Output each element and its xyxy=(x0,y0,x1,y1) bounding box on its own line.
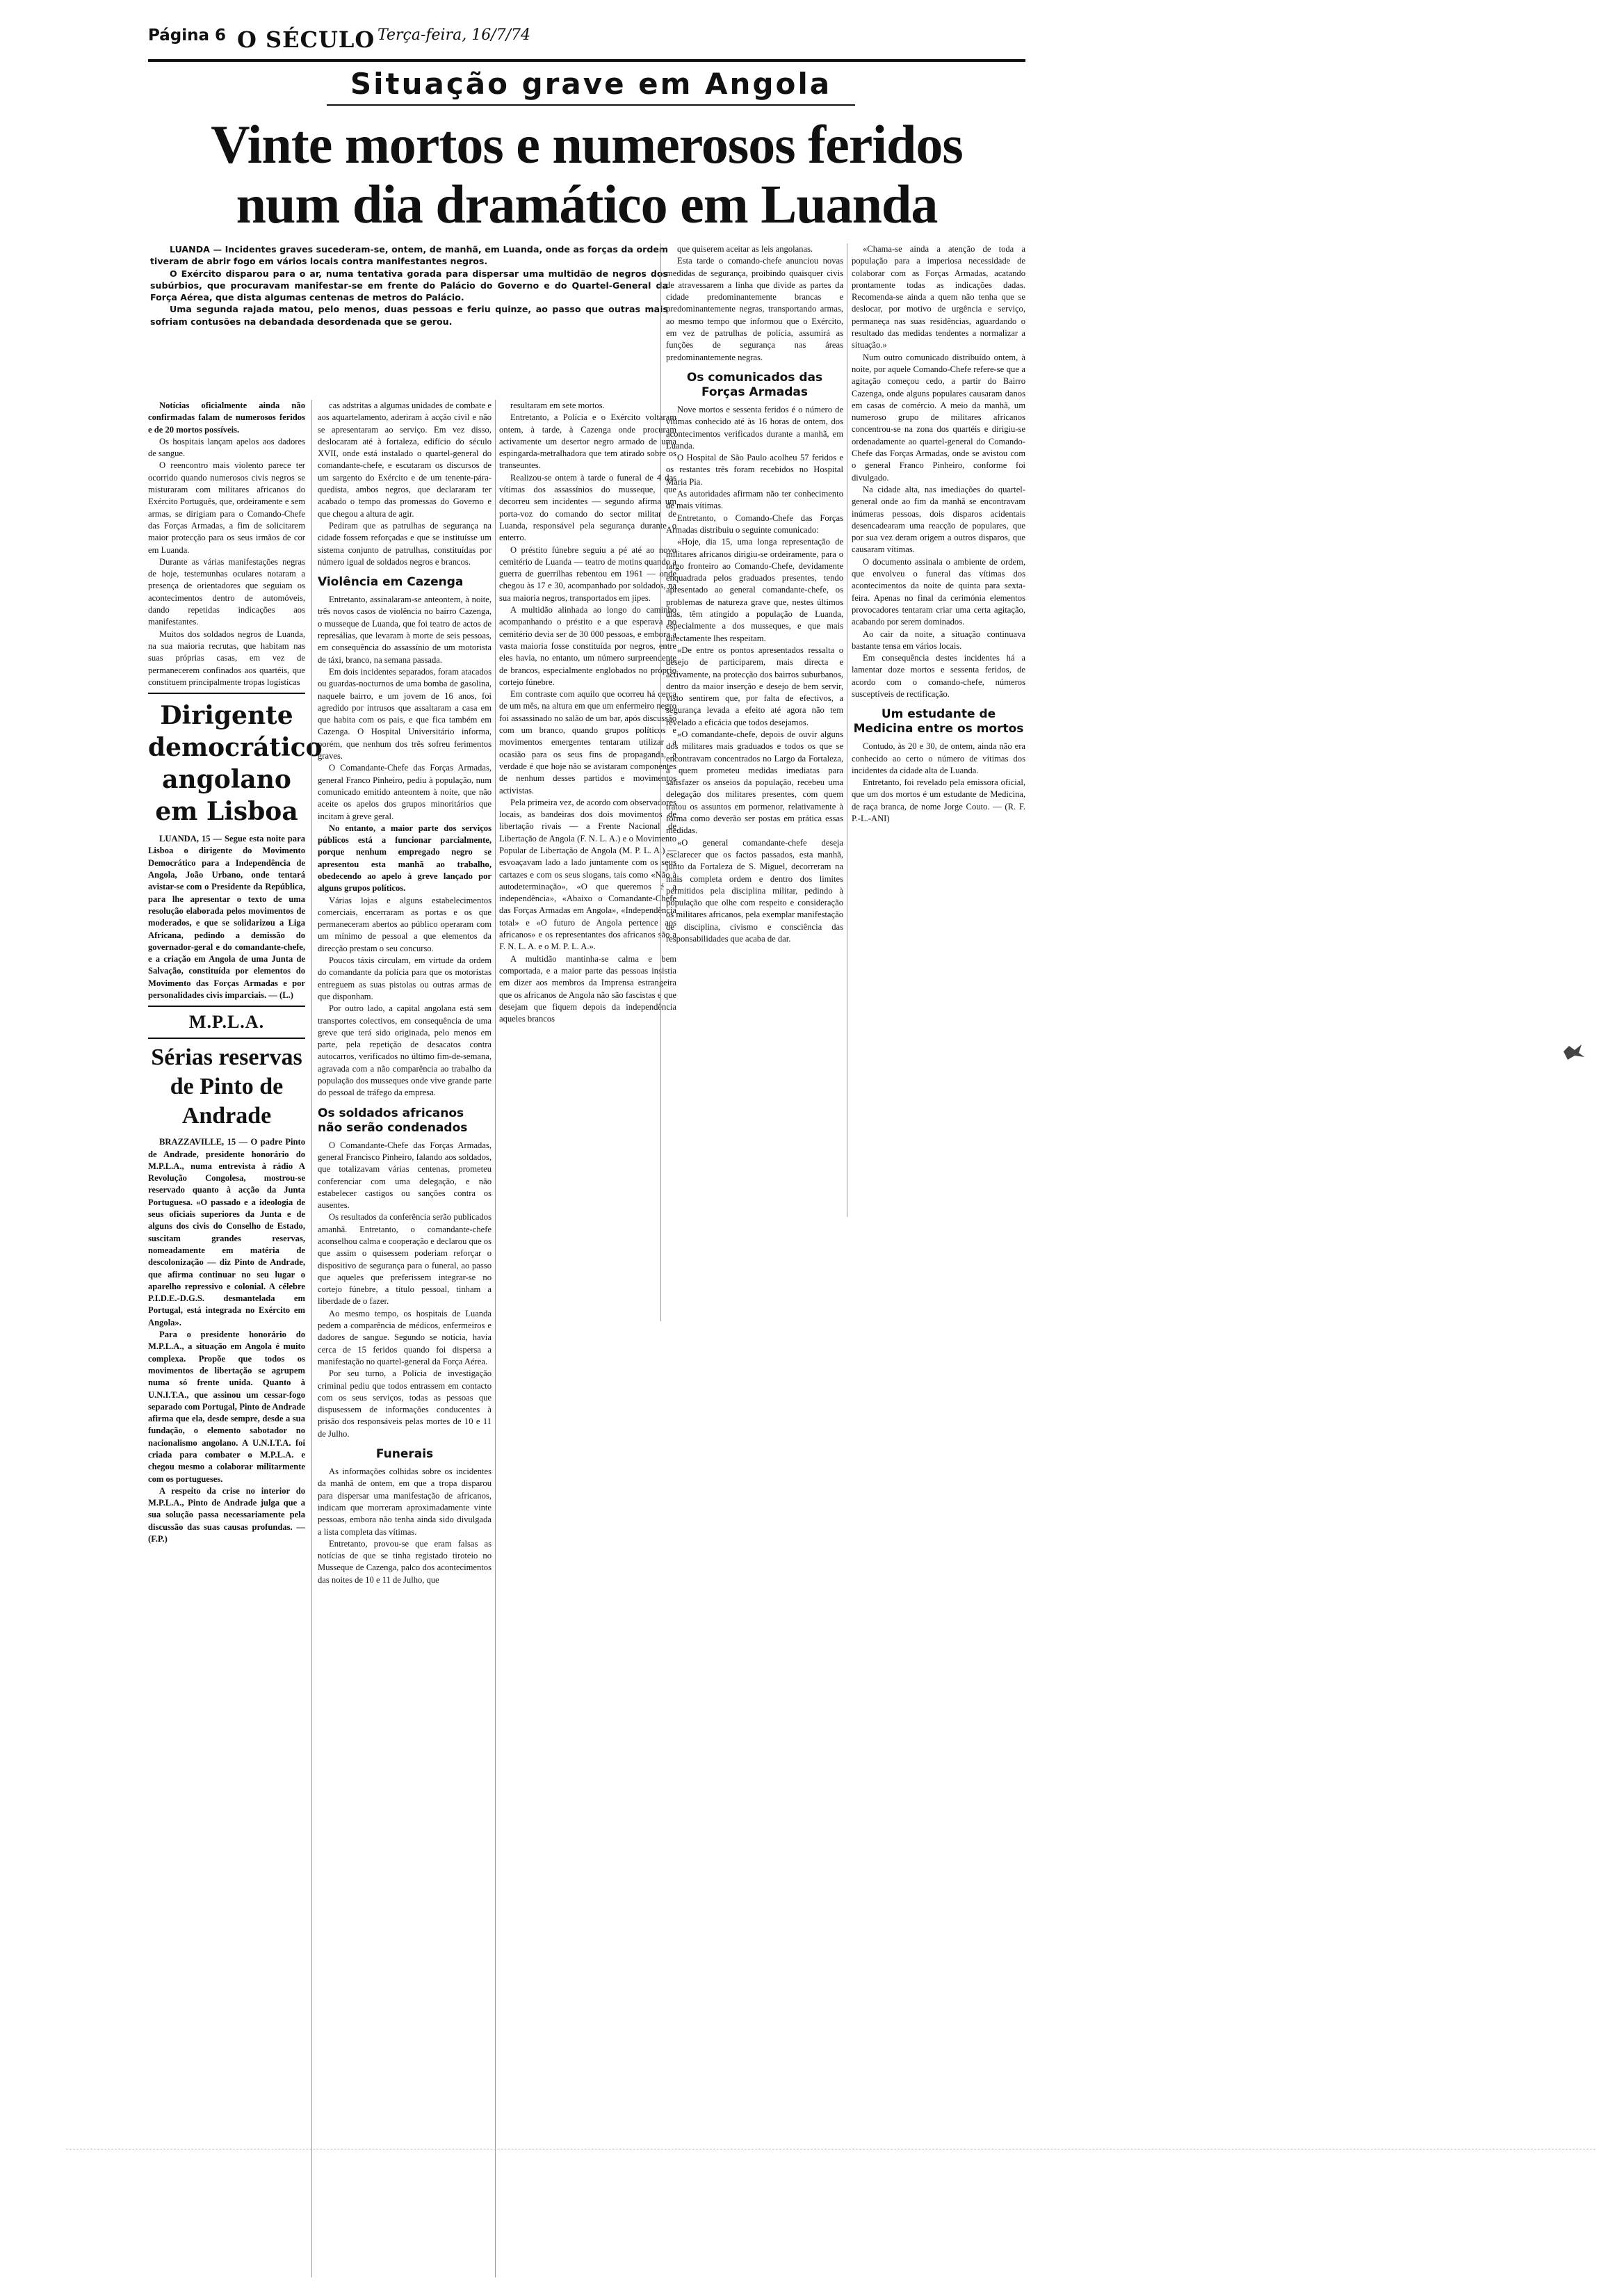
newspaper-name: O SÉCULO xyxy=(237,26,375,53)
body-paragraph: O Comandante-Chefe das Forças Armadas, general Franco Pinheiro, pediu à população, num comunicado emitido anteontem à noite, que não aceite os apelos dos grupos minoritários que incitam à greve geral. xyxy=(318,763,492,821)
body-paragraph: «O comandante-chefe, depois de ouvir alguns dos militares mais graduados e todos os que se encontravam concentrados no Largo da Fortaleza, a quem prometeu medidas imediatas para satisfazer os anseios da população, recebeu uma delegação dos militares presentes, com quem tratou os assuntos em pormenor, relativamente à forma como deverão ser postas em prática essas medidas. xyxy=(666,729,843,836)
masthead-rule xyxy=(148,59,1025,62)
sidebar-headline: Dirigente democrático angolano em Lisboa xyxy=(148,701,323,827)
body-paragraph: A multidão alinhada ao longo do caminho acompanhando o préstito e a que esperava no cemitério devia ser de 30 000 pessoas, e embora a vasta maioria fosse constituída por negros, entre eles havia, no entanto, um número surpreendente de brancos, especialmente englobados no próprio cortejo fúnebre. xyxy=(499,605,676,687)
body-paragraph: «De entre os pontos apresentados ressalta o desejo de participarem, mais directa e activamente, na protecção dos bairros suburbanos, dentro da maior inserção e desejo de bem servir, visto sentirem que, por falta de efectivos, a segurança levada a efeito até agora não tem revelado a eficácia que todos desejamos. xyxy=(666,645,843,727)
divider xyxy=(148,1006,305,1007)
column-4 xyxy=(666,243,843,945)
column-1 xyxy=(148,400,323,1545)
page-number: Página 6 xyxy=(148,26,227,45)
issue-date: Terça-feira, 16/7/74 xyxy=(377,26,530,44)
body-paragraph: «Hoje, dia 15, uma longa representação de militares africanos dirigiu-se ordeiramente, para o largo fronteiro ao Comando-Chefe, devidamente enquadrada pelos graduados presentes, tendo apresentado ao general comandante-chefe, os problemas de natureza grave que, nestes últimos dias, têm atingido a população de Luanda, especialmente a dos musseques, e que mais directamente lhes respeitam. xyxy=(666,537,843,643)
body-paragraph: Realizou-se ontem à tarde o funeral de 4 das vítimas dos assassínios do musseque, que decorreu sem incidentes — segundo afirma um porta-voz do comando do sector militar de Luanda, responsável pela segurança durante o enterro. xyxy=(499,472,676,543)
body-paragraph: Por outro lado, a capital angolana está sem transportes colectivos, em consequência de uma greve que terá sido originada, pelo menos em parte, pela repetição de desacatos contra autocarros, verificados no último fim-de-semana, agravada com a não comparência ao trabalho da população dos musseques onde vive grande parte do pessoal de tráfego da empresa. xyxy=(318,1003,492,1098)
section-paragraph: BRAZZAVILLE, 15 — O padre Pinto de Andrade, presidente honorário do M.P.L.A., numa entrevista à rádio A Revolução Congolesa, mostrou-se reservado quanto à acção da Junta Portuguesa. «O passado e a ideologia de seus oficiais superiores da Junta e de alguns dos civis do Conselho de Estado, suscitam grandes reservas, nomeadamente em matéria de descolonização — diz Pinto de Andrade, que afirma continuar no seu lugar o aparelho repressivo e colonial. A célebre P.I.D.E.-D.G.S. desmantelada em Portugal, está integrada no Exército em Angola». xyxy=(148,1137,305,1327)
body-paragraph: Entretanto, provou-se que eram falsas as notícias de que se tinha registado tiroteio no Musseque de Cazenga, palco dos acontecimentos das noites de 10 e 11 de Julho, que xyxy=(318,1538,492,1585)
sidebar-paragraph: LUANDA, 15 — Segue esta noite para Lisboa o dirigente do Movimento Democrático para a Independência de Angola, João Urbano, onde tentará avistar-se com o Presidente da República, para lhe apresentar o texto de uma resolução elaborada pelos movimentos de moderados, e que se solidarizou a Liga Africana, pedindo a demissão do governador-geral e do comandante-chefe, e a criação em Angola de uma Junta de Salvação, constituída por elementos do Movimento das Forças Armadas e por personalidades civis imparciais. — (L.) xyxy=(148,834,305,1000)
body-paragraph: Na cidade alta, nas imediações do quartel-general onde ao fim da manhã se encontravam inúmeras pessoas, dois disparos acidentais desencadearam uma reacção de populares, que por sua vez deram origem a outros disparos, que causaram vítimas. xyxy=(852,484,1025,555)
headline-line-2: num dia dramático em Luanda xyxy=(236,174,938,234)
body-paragraph: Entretanto, a Polícia e o Exército voltaram ontem, à tarde, à Cazenga onde procuram activamente um desertor negro armado de uma espingarda-metralhadora que tem atirado sobre os transeuntes. xyxy=(499,412,676,471)
body-paragraph: Notícias oficialmente ainda não confirmadas falam de numerosos feridos e de 20 mortos possíveis. xyxy=(148,401,305,435)
divider xyxy=(148,693,305,694)
body-paragraph: O reencontro mais violento parece ter ocorrido quando numerosos civis negros se misturaram com militares africanos do Exército Português, que, ordeiramente e sem armas, se dirigiam para o Comando-Chefe das Forças Armadas, a fim de solicitarem maior protecção para os seus irmãos de cor em Luanda. xyxy=(148,460,305,555)
body-paragraph: O documento assinala o ambiente de ordem, que envolveu o funeral das vítimas dos acontecimentos da noite de quinta para sexta-feira. Apenas no final da cerimónia elementos provocadores tentaram criar uma certa agitação, acabando por serem dominados. xyxy=(852,556,1025,627)
headline-line-1: Vinte mortos e numerosos feridos xyxy=(211,114,963,175)
subheading: Um estudante de Medicina entre os mortos xyxy=(853,707,1024,736)
body-paragraph: Contudo, às 20 e 30, de ontem, ainda não era conhecido ao certo o número de vítimas dos incidentes da cidade alta de Luanda. xyxy=(852,741,1025,775)
kicker-rule xyxy=(327,104,855,106)
body-paragraph: Ao cair da noite, a situação continuava bastante tensa em vários locais. xyxy=(852,629,1025,651)
body-paragraph: Poucos táxis circulam, em virtude da ordem do comandante da polícia para que os motoristas entreguem as suas pistolas ou outras armas de que disponham. xyxy=(318,955,492,1001)
body-paragraph: Entretanto, assinalaram-se anteontem, à noite, três novos casos de violência no bairro Cazenga, o musseque de Luanda, que foi teatro de actos de represálias, que levaram à morte de seis pessoas, em consequência do assassínio de um motorista de táxi, branco, na semana passada. xyxy=(318,595,492,665)
body-paragraph: Os hospitais lançam apelos aos dadores de sangue. xyxy=(148,436,305,459)
body-paragraph: «O general comandante-chefe deseja esclarecer que os factos passados, esta manhã, junto da Fortaleza de S. Miguel, decorreram na mais completa ordem e dentro dos limites permitidos pela disciplina militar, pedindo à população que olhe com respeito e consideração os militares africanos, pela exemplar manifestação de disciplina, civismo e consciência das responsabilidades que acaba de dar. xyxy=(666,837,843,944)
body-paragraph: Nove mortos e sessenta feridos é o número de vítimas conhecido até às 16 horas de ontem, dos acontecimentos verificados durante a manhã, em Luanda. xyxy=(666,404,843,451)
column-rule xyxy=(660,243,661,1321)
body-paragraph: Esta tarde o comando-chefe anunciou novas medidas de segurança, proibindo quaisquer civis de atravessarem a linha que divide as partes da cidade predominantemente brancas e predominantemente negras, transportando armas, ao mesmo tempo que informou que o Exército, em vez de patrulhas de polícia, assumirá as funções de segurança nas áreas predominantemente negras. xyxy=(666,256,843,362)
subheading: Os soldados africanos não serão condenados xyxy=(318,1106,468,1135)
subheading: Funerais xyxy=(375,1447,434,1462)
body-paragraph: Entretanto, foi revelado pela emissora oficial, que um dos mortos é um estudante de Medicina, de raça branca, de nome Jorge Couto. — (R. F. P.-L.-ANI) xyxy=(852,777,1025,824)
body-paragraph: Por seu turno, a Polícia de investigação criminal pediu que todos entrassem em contacto com os seus serviços, todas as pessoas que dispusessem de informações conducentes à prisão dos responsáveis pelas mortes de 10 e 11 de Julho. xyxy=(318,1369,492,1439)
body-paragraph: Pediram que as patrulhas de segurança na cidade fossem reforçadas e que se instituísse um sistema conjunto de patrulhas, constituídas por número igual de soldados negros e brancos. xyxy=(318,520,492,567)
body-paragraph: cas adstritas a algumas unidades de combate e aos aquartelamento, aderiram à acção civil e não se apresentaram ao serviço. Em vez disso, deslocaram até à fortaleza, edifício do século XVII, onde está instalado o quartel-general do comandante-chefe, e escutaram os discursos de um sargento do Exército e de um tenente-pára-quedista, ambos negros, que declararam ter acabado o tempo das promessas do Governo e que chegou a altura de agir. xyxy=(318,401,492,519)
column-3 xyxy=(499,400,676,1025)
body-paragraph: O Comandante-Chefe das Forças Armadas, general Francisco Pinheiro, falando aos soldados, que totalizavam várias centenas, prometeu conferenciar com uma delegação, e não estabelecer castigos ou sanções contra os ausentes. xyxy=(318,1140,492,1211)
subheading: Os comunicados das Forças Armadas xyxy=(686,370,823,399)
column-2 xyxy=(318,400,492,1586)
body-paragraph: A multidão mantinha-se calma e bem comportada, e a maior parte das pessoas insistia em dizer aos membros da Imprensa estrangeira que os africanos de Angola não são fascistas e que desejam que fiquem depois da independência aqueles brancos xyxy=(499,953,676,1024)
body-paragraph: No entanto, a maior parte dos serviços públicos está a funcionar parcialmente, porque nenhum empregado negro se apresentou esta manhã ao trabalho, obedecendo ao apelo à greve lançado por alguns grupos políticos. xyxy=(318,823,492,894)
headline xyxy=(148,115,1025,234)
body-paragraph: O préstito fúnebre seguiu a pé até ao novo cemitério de Luanda — teatro de motins quando a guerra de guerrilhas rebentou em 1961 — onde chegou às 17 e 30, acompanhado por soldados, na sua maioria negros, transportados em jipes. xyxy=(499,544,676,603)
body-paragraph: Pela primeira vez, de acordo com observadores locais, as bandeiras dos dois movimentos de libertação rivais — a Frente Nacional de Libertação de Angola (F. N. L. A.) e o Movimento Popular de Libertação de Angola (M. P. L. A.) — esvoaçavam lado a lado juntamente com os seus cartazes e com os seus slogans, tais como «Não à autodeterminação», «O que queremos é a independência», «Abaixo o Comandante-Chefe das Forças Armadas em Angola», «Independência total» e «O futuro de Angola pertence aos africanos» e os representantes dos africanos são a F. N. L. A. e o M. P. L. A.». xyxy=(499,797,676,952)
body-paragraph: As autoridades afirmam não ter conhecimento de mais vítimas. xyxy=(666,489,843,511)
body-paragraph: «Chama-se ainda a atenção de toda a população para a imperiosa necessidade de colaborar com as Forças Armadas, acatando prontamente todas as indicações dadas. Recomenda-se ainda a quem não tenha que se deslocar, por motivo de urgência e serviço, permaneça nas suas residências, aguardando o resultado das medidas tendentes a normalizar a situação.» xyxy=(852,244,1025,350)
lead-paragraphs xyxy=(150,243,668,328)
kicker: Situação grave em Angola xyxy=(350,67,832,101)
body-paragraph: Num outro comunicado distribuído ontem, à noite, por aquele Comando-Chefe refere-se que a agitação começou cedo, a partir do Bairro Cazenga, onde alguns populares causaram danos em casas de comércio. A meio da manhã, um numeroso grupo de militares africanos concentrou-se na zona dos quartéis e dirigiu-se ordenadamente ao quartel-general do Comando-Chefe das Forças Armadas, onde se avistou com o general Franco Pinheiro, conforme foi divulgado. xyxy=(852,352,1025,483)
body-paragraph: que quiserem aceitar as leis angolanas. xyxy=(677,244,813,254)
body-paragraph: O Hospital de São Paulo acolheu 57 feridos e os restantes três foram recebidos no Hospital Maria Pia. xyxy=(666,453,843,487)
body-paragraph: Em dois incidentes separados, foram atacados ou guardas-nocturnos de uma bomba de gasolina, naquele bairro, e um jovem de 16 anos, foi agredido por intrusos que assaltaram a casa em que habita com os pais, e que fica também em Cazenga. O Hospital Universitário informa, porém, que nenhum dos três sofreu ferimentos graves. xyxy=(318,666,492,761)
column-5 xyxy=(852,243,1025,825)
subheading: Violência em Cazenga xyxy=(318,575,464,590)
body-paragraph: Durante as várias manifestações negras de hoje, testemunhas oculares notaram a presença de orientadores que seguiam os acontecimentos dentro de automóveis, dando repetidas indicações aos manifestantes. xyxy=(148,556,305,627)
body-paragraph: As informações colhidas sobre os incidentes da manhã de ontem, em que a tropa disparou para dispersar uma manifestação de africanos, indicam que morreram aproximadamente vinte pessoas, embora não tenha ainda sido divulgada a lista completa das vítimas. xyxy=(318,1467,492,1537)
column-rule xyxy=(311,400,312,2277)
section-paragraph: A respeito da crise no interior do M.P.L.A., Pinto de Andrade julga que a sua solução passa necessariamente pela discussão das suas causas profundas. — (F.P.) xyxy=(148,1485,305,1544)
body-paragraph: Entretanto, o Comando-Chefe das Forças Armadas distribuiu o seguinte comunicado: xyxy=(666,513,843,535)
body-paragraph: Muitos dos soldados negros de Luanda, na sua maioria recrutas, que habitam nas suas próprias casas, em vez de permanecerem confinados aos quartéis, que constituem principalmente tropas logísticas xyxy=(148,629,305,687)
body-paragraph: Os resultados da conferência serão publicados amanhã. Entretanto, o comandante-chefe aconselhou calma e cooperação e declarou que os que assim o quisessem poderiam reforçar o dispositivo de segurança para o funeral, ao passo que aqueles que preferissem integrar-se no cortejo fúnebre, a título pessoal, tinham a liberdade de o fazer. xyxy=(318,1212,492,1307)
column-rule xyxy=(495,400,496,2277)
ink-blot-icon xyxy=(1561,1042,1586,1061)
lead-paragraph: LUANDA — Incidentes graves sucederam-se, ontem, de manhã, em Luanda, onde as forças da ordem tiveram de abrir fogo em vários locais contra manifestantes negros. xyxy=(150,244,668,267)
lead-paragraph: O Exército disparou para o ar, numa tentativa gorada para dispersar uma multidão de negros dos subúrbios, que procuravam manifestar-se em frente do Palácio do Governo e do Quartel-General da Força Aérea, que dista algumas centenas de metros do Palácio. xyxy=(150,268,668,303)
body-paragraph: Em contraste com aquilo que ocorreu há cerca de um mês, na altura em que um enfermeiro negro foi assassinado no salão de um bar, após discussão com um branco, quando grupos políticos e movimentos emergentes tentaram utilizar a ocasião para os seus fins de propaganda, a verdade é que hoje não se avistaram componentes de nenhum desses partidos e movimentos activistas. xyxy=(499,689,676,796)
lead-paragraph: Uma segunda rajada matou, pelo menos, duas pessoas e feriu quinze, ao passo que outras mais sofriam contusões na debandada desordenada que se gerou. xyxy=(150,304,668,327)
masthead xyxy=(148,26,1024,54)
section-headline: Sérias reservas de Pinto de Andrade xyxy=(151,1044,302,1129)
body-paragraph: resultaram em sete mortos. xyxy=(510,401,605,410)
section-paragraph: Para o presidente honorário do M.P.L.A., a situação em Angola é muito complexa. Propõe que todos os movimentos de libertação se agrupem numa só frente unida. Quanto à U.N.I.T.A., que assinou um cessar-fogo separado com Portugal, Pinto de Andrade afirma que ela, desde sempre, desde a sua fundação, o elemento sabotador no nacionalismo angolano. A U.N.I.T.A. foi criada para combater o M.P.L.A. e chegou mesmo a colaborar militarmente com os portugueses. xyxy=(148,1330,305,1484)
divider xyxy=(148,1038,305,1039)
body-paragraph: Em consequência destes incidentes há a lamentar doze mortos e sessenta feridos, de acordo com o comando-chefe, números susceptíveis de rectificação. xyxy=(852,653,1025,699)
body-paragraph: Ao mesmo tempo, os hospitais de Luanda pedem a comparência de médicos, enfermeiros e dadores de sangue. Segundo se noticia, havia cerca de 15 feridos quando foi dispersa a manifestação no quartel-general da Força Aérea. xyxy=(318,1308,492,1366)
section-label: M.P.L.A. xyxy=(188,1012,265,1033)
body-paragraph: Várias lojas e alguns estabelecimentos comerciais, encerraram as portas e os que permaneceram abertos ao público operaram com um mínimo de pessoal a que elementos da direcção prestam o seu concurso. xyxy=(318,895,492,953)
